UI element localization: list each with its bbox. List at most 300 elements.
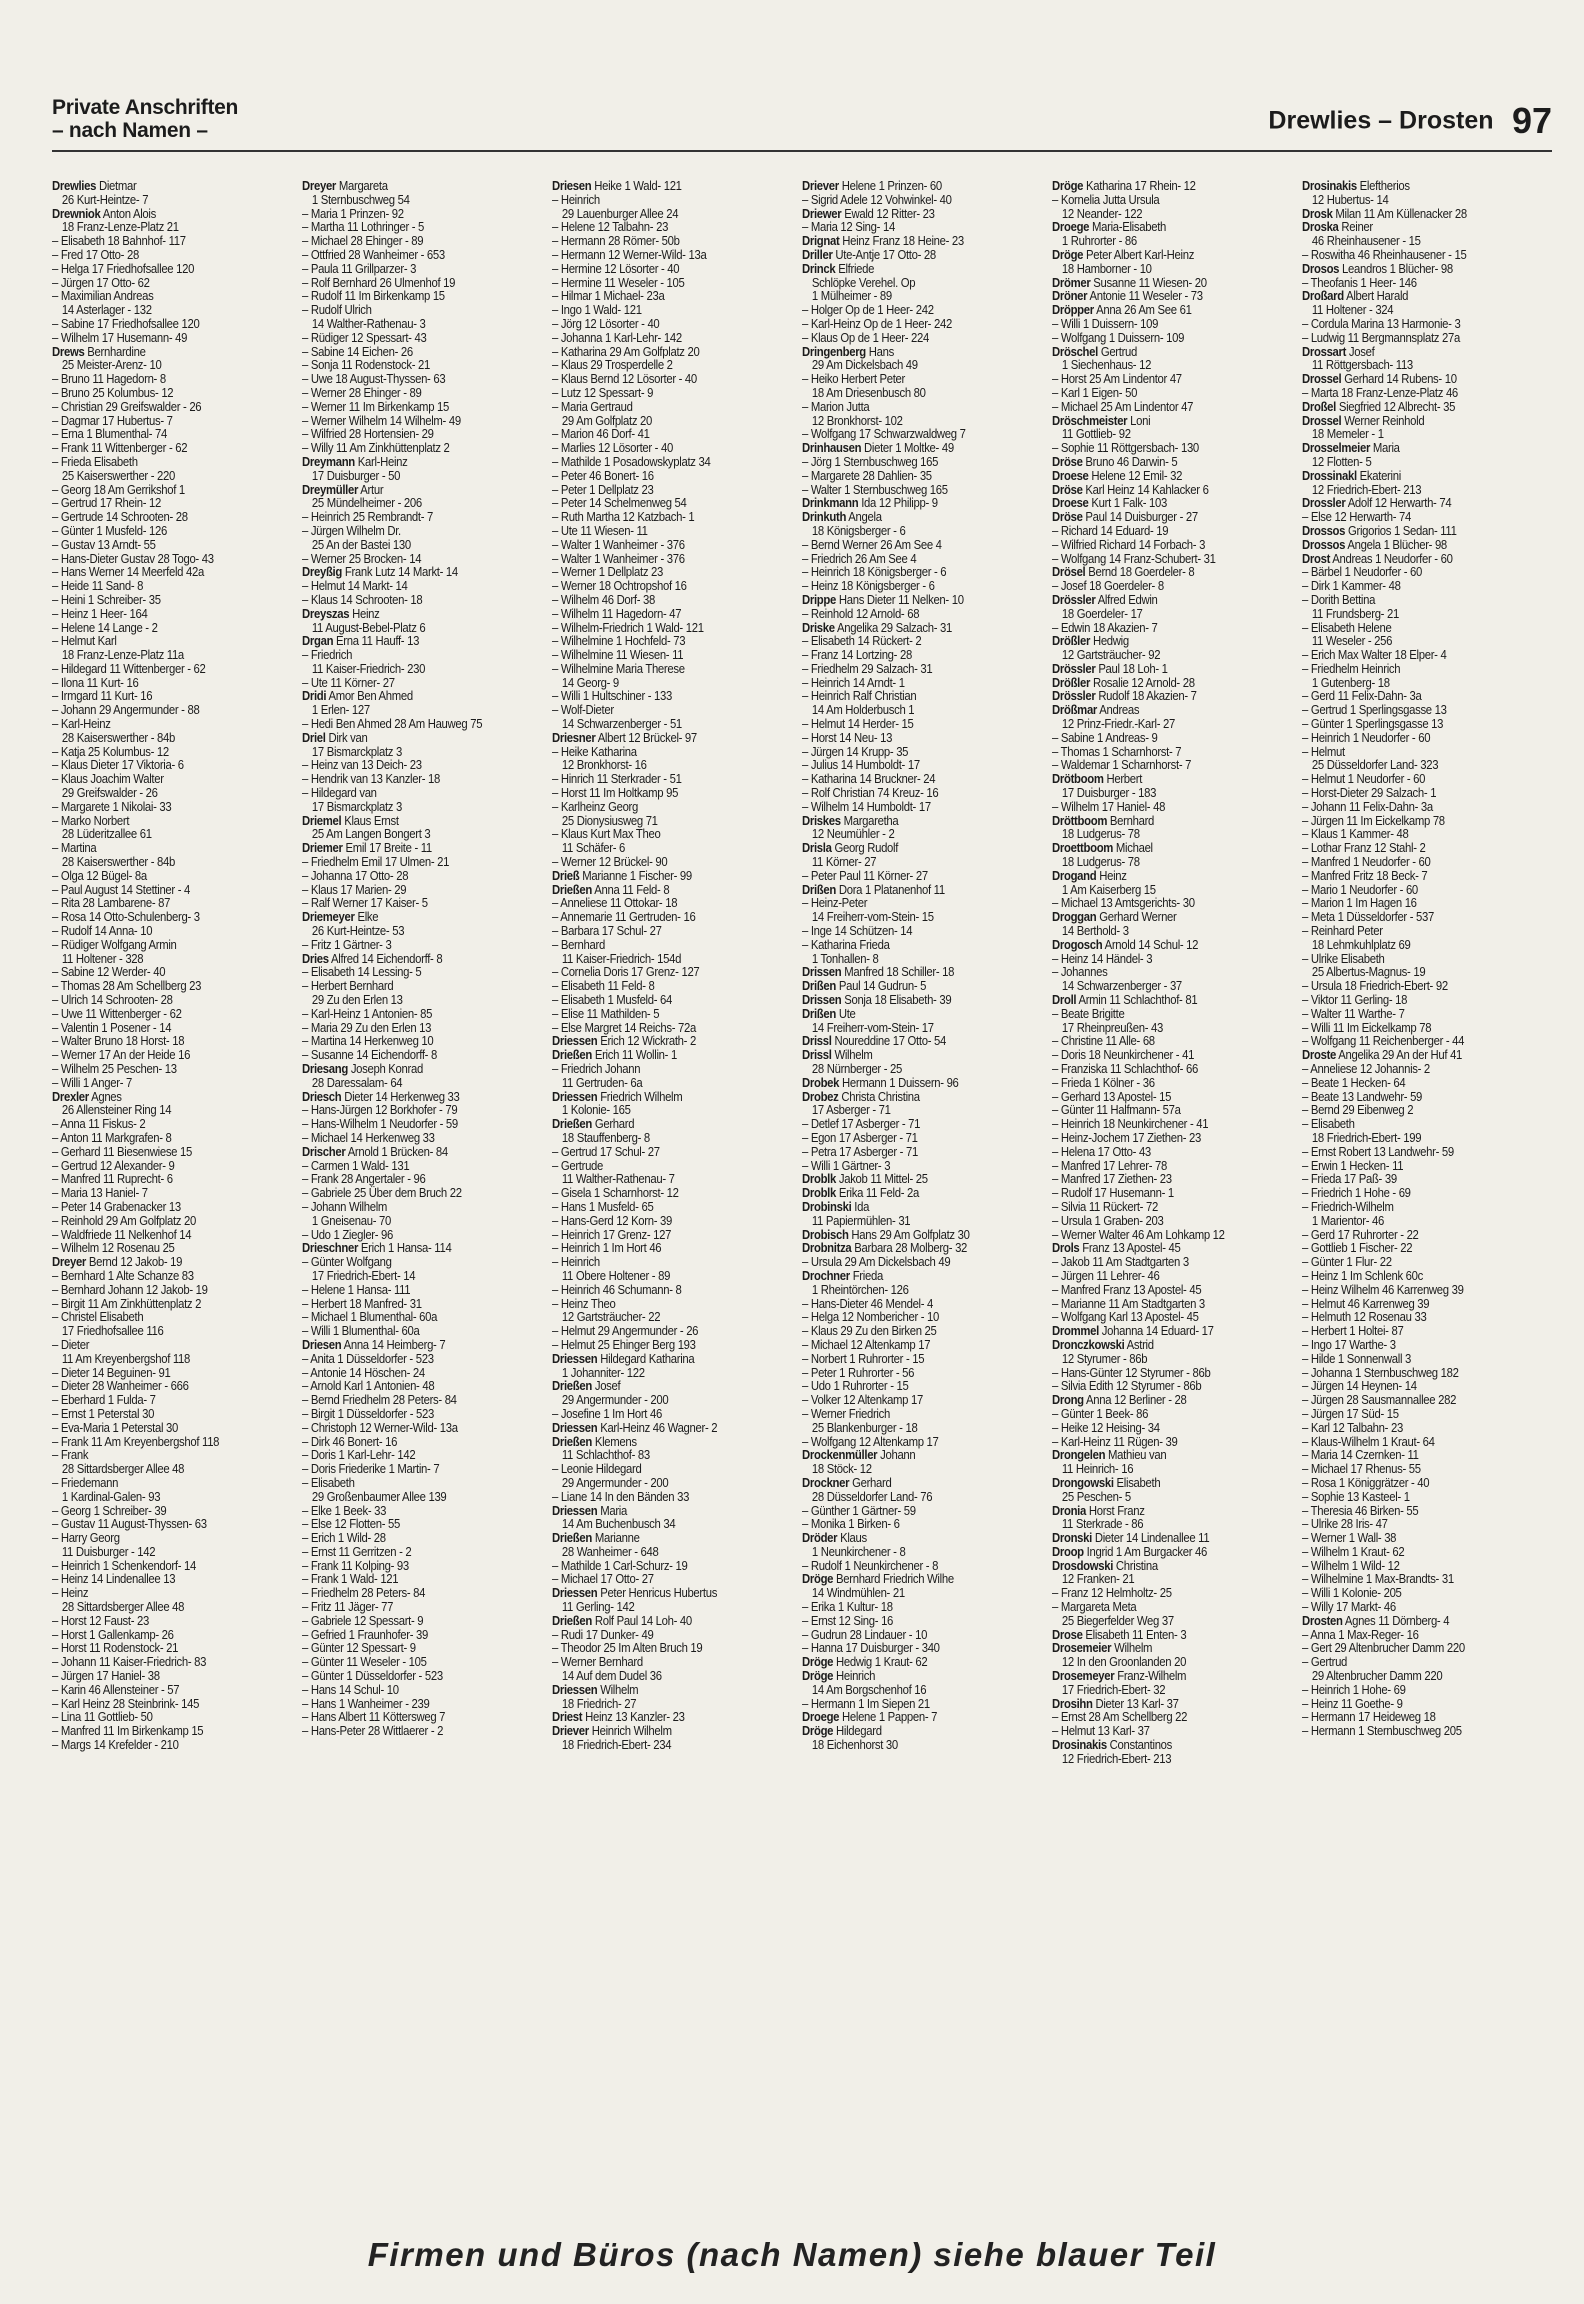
directory-entry: 12 Gartsträucher- 22 <box>561 1310 661 1325</box>
directory-entry: – Frieda 1 Kölner - 36 <box>1052 1075 1155 1090</box>
directory-entry: Driskes Margaretha <box>802 813 899 828</box>
directory-entry: – Volker 12 Altenkamp 17 <box>802 1393 923 1408</box>
directory-entry: – Detlef 17 Asberger - 71 <box>802 1117 921 1132</box>
directory-entry: Dröpper Anna 26 Am See 61 <box>1052 303 1192 318</box>
directory-entry: 1 Tonhallen- 8 <box>811 951 879 966</box>
directory-entry: Drießen Anna 11 Feld- 8 <box>552 882 670 897</box>
directory-entry: Drose Elisabeth 11 Enten- 3 <box>1052 1627 1187 1642</box>
directory-entry: – Wolfgang 17 Schwarzwaldweg 7 <box>802 427 966 442</box>
directory-entry: – Hilde 1 Sonnenwall 3 <box>1302 1351 1412 1366</box>
directory-entry: 1 Rheintörchen- 126 <box>811 1282 909 1297</box>
directory-entry: 11 Röttgersbach- 113 <box>1311 358 1413 373</box>
directory-entry: Drommel Johanna 14 Eduard- 17 <box>1052 1324 1214 1339</box>
surname: Drössler <box>1052 689 1096 704</box>
directory-entry: – Klaus Bernd 12 Lösorter - 40 <box>552 372 697 387</box>
directory-entry: – Wilhelm 14 Humboldt- 17 <box>802 799 931 814</box>
directory-entry: – Martina 14 Herkenweg 10 <box>302 1034 434 1049</box>
directory-entry: – Heini 1 Schreiber- 35 <box>52 592 161 607</box>
directory-entry: 11 Frundsberg- 21 <box>1311 606 1399 621</box>
directory-entry: – Karl-Heinz Op de 1 Heer- 242 <box>802 316 952 331</box>
directory-entry: – Bernd 29 Eibenweg 2 <box>1302 1103 1414 1118</box>
directory-entry: – Marion Jutta <box>802 399 870 414</box>
directory-entry: – Gertrud <box>1302 1655 1348 1670</box>
directory-entry: – Karl-Heinz 11 Rügen- 39 <box>1052 1434 1178 1449</box>
directory-entry: – Werner 1 Wall- 38 <box>1302 1531 1397 1546</box>
surname: Driewer <box>802 206 842 221</box>
directory-entry: Drossinakl Ekaterini <box>1302 468 1401 483</box>
surname: Driessen <box>552 1034 598 1049</box>
surname: Drogand <box>1052 868 1097 883</box>
directory-entry: – Else 12 Herwarth- 74 <box>1302 510 1411 525</box>
directory-entry: – Ernst 28 Am Schellberg 22 <box>1052 1710 1188 1725</box>
directory-entry: – Hermine 12 Lösorter - 40 <box>552 261 680 276</box>
directory-entry: – Bärbel 1 Neudorfer - 60 <box>1302 565 1423 580</box>
surname: Driesen <box>552 180 592 193</box>
directory-entry: Schlöpke Verehel. Op <box>811 275 916 290</box>
directory-entry: Driessen Maria <box>552 1503 627 1518</box>
directory-entry: 12 Styrumer - 86b <box>1061 1351 1148 1366</box>
surname: Driever <box>552 1724 589 1739</box>
surname: Droese <box>1052 496 1089 511</box>
surname: Drossler <box>1302 496 1346 511</box>
directory-entry: – Peter Paul 11 Körner- 27 <box>802 868 928 883</box>
directory-entry: – Friedrich Johann <box>552 1062 641 1076</box>
directory-entry: 28 Kaiserswerther - 84b <box>61 730 175 745</box>
surname: Driske <box>802 620 835 635</box>
directory-entry: 17 Friedrich-Ebert- 14 <box>311 1268 416 1283</box>
directory-entry: – Gertrud 1 Sperlingsgasse 13 <box>1302 703 1447 718</box>
surname: Droll <box>1052 993 1077 1008</box>
directory-entry: 14 Freiherr-vom-Stein- 17 <box>811 1020 934 1035</box>
surname: Droste <box>1302 1048 1337 1063</box>
surname: Dröschel <box>1052 344 1098 359</box>
directory-entry: – Horst 1 Gallenkamp- 26 <box>52 1627 174 1642</box>
directory-entry: – Ludwig 11 Bergmannsplatz 27a <box>1302 330 1460 345</box>
surname: Driessen <box>552 1682 598 1697</box>
directory-entry: – Helena 17 Otto- 43 <box>1052 1144 1151 1159</box>
directory-entry: – Reinhold 12 Arnold- 68 <box>802 606 920 621</box>
directory-entry: – Willi 1 Gärtner- 3 <box>802 1158 891 1173</box>
directory-entry: – Günter 1 Flur- 22 <box>1302 1255 1392 1270</box>
directory-entry: – Herbert 1 Holtei- 87 <box>1302 1324 1404 1339</box>
directory-entry: Drobez Christa Christina <box>802 1089 920 1104</box>
directory-entry: 12 Bronkhorst- 102 <box>811 413 903 428</box>
directory-entry: – Dirk 46 Bonert- 16 <box>302 1434 398 1449</box>
directory-entry: – Maria 13 Haniel- 7 <box>52 1186 148 1201</box>
surname: Dreyer <box>52 1255 87 1270</box>
directory-entry: – Rosa 1 Königgrätzer - 40 <box>1302 1475 1430 1490</box>
directory-entry: 1 Kolonie- 165 <box>561 1103 631 1118</box>
surname: Drosemeier <box>1052 1641 1112 1656</box>
directory-entry: – Heike Katharina <box>552 744 637 759</box>
directory-entry: – Gabriele 25 Über dem Bruch 22 <box>302 1186 462 1201</box>
directory-entry: 29 Greifswalder - 26 <box>61 786 158 801</box>
surname: Driest <box>552 1710 583 1725</box>
directory-entry: Drongelen Mathieu van <box>1052 1448 1167 1463</box>
directory-entry: – Hilmar 1 Michael- 23a <box>552 289 665 304</box>
directory-entry: – Heinrich 17 Grenz- 127 <box>552 1227 672 1242</box>
directory-entry: – Liane 14 In den Bänden 33 <box>552 1489 690 1504</box>
directory-entry: Driessen Erich 12 Wickrath- 2 <box>552 1034 696 1049</box>
directory-entry: – Wilhelm 1 Wild- 12 <box>1302 1558 1400 1573</box>
directory-entry: – Jürgen 14 Heynen- 14 <box>1302 1379 1417 1394</box>
directory-entry: – Heinrich 25 Rembrandt- 7 <box>302 510 434 525</box>
directory-entry: – Walter 1 Sternbuschweg 165 <box>802 482 948 497</box>
surname: Drobek <box>802 1075 840 1090</box>
directory-entry: Dröge Hedwig 1 Kraut- 62 <box>802 1655 928 1670</box>
surname: Drißen <box>802 979 837 994</box>
directory-entry: – Friedhelm Emil 17 Ulmen- 21 <box>302 855 450 870</box>
directory-entry: Droege Helene 1 Pappen- 7 <box>802 1710 938 1725</box>
directory-entry: – Beate 13 Landwehr- 59 <box>1302 1089 1423 1104</box>
directory-entry: – Ralf Werner 17 Kaiser- 5 <box>302 896 428 911</box>
directory-entry: – Walter 1 Wanheimer - 376 <box>552 537 685 552</box>
directory-column <box>52 180 296 2210</box>
directory-entry: Drosemeier Wilhelm <box>1052 1641 1153 1656</box>
directory-entry: – Frank <box>52 1448 89 1463</box>
surname: Drissl <box>802 1048 832 1063</box>
surname: Droblk <box>802 1172 837 1187</box>
directory-entry: – Bernhard <box>552 937 605 952</box>
directory-entry: – Erich 1 Wild- 28 <box>302 1531 386 1546</box>
directory-entry: – Wilhelm 17 Husemann- 49 <box>52 330 188 345</box>
directory-entry: – Gertrud 17 Schul- 27 <box>552 1144 660 1159</box>
directory-entry: – Hendrik van 13 Kanzler- 18 <box>302 772 440 787</box>
directory-entry: – Helmut Karl <box>52 634 117 649</box>
directory-entry: Dreyßig Frank Lutz 14 Markt- 14 <box>302 565 458 580</box>
directory-entry: – Julius 14 Humboldt- 17 <box>802 758 920 773</box>
directory-entry: Dröge Heinrich <box>802 1669 876 1684</box>
directory-entry: – Friedhelm 28 Peters- 84 <box>302 1586 426 1601</box>
directory-entry: – Johanna 1 Sternbuschweg 182 <box>1302 1365 1459 1380</box>
directory-entry: 1 Neunkirchener - 8 <box>811 1544 906 1559</box>
directory-entry: – Wolfgang 14 Franz-Schubert- 31 <box>1052 551 1216 566</box>
directory-entry: 17 Friedhofsallee 116 <box>61 1324 164 1339</box>
directory-entry: – Bruno 25 Kolumbus- 12 <box>52 385 174 400</box>
directory-entry: – Gottlieb 1 Fischer- 22 <box>1302 1241 1413 1256</box>
directory-entry: – Hermine 11 Weseler - 105 <box>552 275 685 290</box>
directory-entry: – Klaus-Wilhelm 1 Kraut- 64 <box>1302 1434 1435 1449</box>
directory-entry: – Willi 1 Anger- 7 <box>52 1075 133 1090</box>
directory-entry: – Manfred 17 Lehrer- 78 <box>1052 1158 1167 1173</box>
directory-entry: – Kornelia Jutta Ursula <box>1052 192 1160 207</box>
directory-entry: – Georg 1 Schreiber- 39 <box>52 1503 167 1518</box>
directory-entry: – Werner Friedrich <box>802 1406 890 1421</box>
directory-entry: 11 Kaiser-Friedrich- 230 <box>311 661 426 676</box>
directory-entry: 1 Am Kaiserberg 15 <box>1061 882 1156 897</box>
surname: Drews <box>52 344 85 359</box>
directory-entry: – Maria 29 Zu den Erlen 13 <box>302 1020 432 1035</box>
directory-entry: – Dirk 1 Kammer- 48 <box>1302 579 1401 594</box>
directory-entry: Drössler Paul 18 Loh- 1 <box>1052 661 1168 676</box>
directory-entry: – Klaus 14 Schrooten- 18 <box>302 592 423 607</box>
directory-entry: – Heinz 1 Heer- 164 <box>52 606 148 621</box>
surname: Droettboom <box>1052 841 1114 856</box>
directory-entry: 46 Rheinhausener - 15 <box>1311 234 1421 249</box>
directory-entry: – Richard 14 Eduard- 19 <box>1052 523 1169 538</box>
directory-entry: 1 Johanniter- 122 <box>561 1365 645 1380</box>
directory-entry: Drißen Dora 1 Platanenhof 11 <box>802 882 945 897</box>
surname: Dreymüller <box>302 482 359 497</box>
directory-entry: – Ingo 17 Warthe- 3 <box>1302 1337 1396 1352</box>
directory-entry: – Wolfgang Karl 13 Apostel- 45 <box>1052 1310 1199 1325</box>
directory-entry: – Beate 1 Hecken- 64 <box>1302 1075 1406 1090</box>
directory-entry: – Jürgen 14 Krupp- 35 <box>802 744 909 759</box>
directory-entry: – Rudolf 11 Im Birkenkamp 15 <box>302 289 445 304</box>
surname: Drissl <box>802 1034 832 1049</box>
directory-entry: 1 Gutenberg- 18 <box>1311 675 1390 690</box>
directory-entry: – Elisabeth 11 Feld- 8 <box>552 979 655 994</box>
surname: Drosten <box>1302 1613 1343 1628</box>
directory-entry: – Gustav 13 Arndt- 55 <box>52 537 156 552</box>
directory-entry: – Udo 1 Ziegler- 96 <box>302 1227 394 1242</box>
directory-entry: – Gerhard 11 Biesenwiese 15 <box>52 1144 192 1159</box>
surname: Drischer <box>302 1144 346 1159</box>
directory-entry: – Ruth Martha 12 Katzbach- 1 <box>552 510 695 525</box>
directory-entry: – Sophie 11 Röttgersbach- 130 <box>1052 441 1199 456</box>
directory-entry: – Frank 11 Kolping- 93 <box>302 1558 409 1573</box>
directory-entry: 12 Neumühler - 2 <box>811 827 895 842</box>
surname: Droege <box>1052 220 1090 235</box>
directory-entry: – Doris 1 Karl-Lehr- 142 <box>302 1448 416 1463</box>
directory-entry: – Thomas 28 Am Schellberg 23 <box>52 979 202 994</box>
directory-entry: – Marion 46 Dorf- 41 <box>552 427 650 442</box>
directory-entry: 18 Franz-Lenze-Platz 11a <box>61 648 184 663</box>
surname: Drossos <box>1302 523 1346 538</box>
directory-entry: – Ute 11 Körner- 27 <box>302 675 395 690</box>
directory-entry: – Birgit 11 Am Zinkhüttenplatz 2 <box>52 1296 202 1311</box>
directory-entry: – Maria 12 Sing- 14 <box>802 220 895 235</box>
directory-entry: Droska Reiner <box>1302 220 1373 235</box>
directory-entry: – Hildegard 11 Wittenberger - 62 <box>52 661 206 676</box>
directory-entry: Droblk Jakob 11 Mittel- 25 <box>802 1172 928 1187</box>
directory-entry: – Michael 25 Am Lindentor 47 <box>1052 399 1194 414</box>
directory-entry: 18 Goerdeler- 17 <box>1061 606 1143 621</box>
directory-entry: – Werner 1 Dellplatz 23 <box>552 565 663 580</box>
directory-entry: 11 Körner- 27 <box>811 855 877 870</box>
directory-entry: – Margs 14 Krefelder - 210 <box>52 1738 179 1753</box>
surname: Dröge <box>802 1655 834 1670</box>
directory-entry: Drosihn Dieter 13 Karl- 37 <box>1052 1696 1179 1711</box>
directory-entry: 14 Freiherr-vom-Stein- 15 <box>811 910 934 925</box>
directory-entry: – Mathilde 1 Carl-Schurz- 19 <box>552 1558 688 1573</box>
surname: Driessen <box>552 1089 598 1104</box>
directory-entry: 12 Bronkhorst- 16 <box>561 758 647 773</box>
directory-entry: Drießen Gerhard <box>552 1117 635 1132</box>
directory-entry: 17 Rheinpreußen- 43 <box>1061 1020 1164 1035</box>
surname: Driever <box>802 180 839 193</box>
directory-entry: 12 Prinz-Friedr.-Karl- 27 <box>1061 717 1175 732</box>
directory-entry: – Heinz-Peter <box>802 896 868 911</box>
directory-entry: – Paula 11 Grillparzer- 3 <box>302 261 417 276</box>
directory-entry: 11 Sterkrade - 86 <box>1061 1517 1144 1532</box>
directory-entry: – Ernst 12 Sing- 16 <box>802 1613 894 1628</box>
directory-entry: – Horst 11 Im Holtkamp 95 <box>552 786 679 801</box>
directory-entry: – Karl 12 Talbahn- 23 <box>1302 1420 1403 1435</box>
directory-entry: – Wolfgang 11 Reichenberger - 44 <box>1302 1034 1465 1049</box>
directory-entry: – Ursula 18 Friedrich-Ebert- 92 <box>1302 979 1448 994</box>
directory-entry: 18 Eichenhorst 30 <box>811 1738 898 1753</box>
directory-entry: – Johannes <box>1052 965 1108 980</box>
directory-entry: 11 Gerling- 142 <box>561 1600 635 1615</box>
directory-entry: Dröse Paul 14 Duisburger - 27 <box>1052 510 1198 525</box>
directory-entry: 25 Albertus-Magnus- 19 <box>1311 965 1426 980</box>
directory-entry: – Dieter 14 Beguinen- 91 <box>52 1365 171 1380</box>
directory-entry: Drößmar Andreas <box>1052 703 1140 718</box>
directory-entry: – Peter 46 Bonert- 16 <box>552 468 654 483</box>
surname: Droblk <box>802 1186 837 1201</box>
directory-entry: – Manfred 11 Ruprecht- 6 <box>52 1172 173 1187</box>
directory-entry: – Walter Bruno 18 Horst- 18 <box>52 1034 185 1049</box>
surname: Drinck <box>802 261 836 276</box>
directory-entry: – Jürgen 28 Sausmannallee 282 <box>1302 1393 1457 1408</box>
directory-entry: Drobinski Ida <box>802 1199 870 1214</box>
directory-entry: 18 Königsberger - 6 <box>811 523 906 538</box>
directory-entry: 11 Am Kreyenbergshof 118 <box>61 1351 191 1366</box>
directory-entry: – Gertrude <box>552 1158 604 1173</box>
directory-entry: – Hermann 28 Römer- 50b <box>552 234 680 249</box>
directory-entry: – Hans-Gerd 12 Korn- 39 <box>552 1213 673 1228</box>
directory-entry: Dreyszas Heinz <box>302 606 380 621</box>
directory-entry: 14 Am Borgschenhof 16 <box>811 1682 927 1697</box>
directory-entry: Droese Kurt 1 Falk- 103 <box>1052 496 1167 511</box>
directory-entry: 25 Biegerfelder Weg 37 <box>1061 1613 1174 1628</box>
surname: Droßard <box>1302 289 1344 304</box>
directory-entry: 25 Meister-Arenz- 10 <box>61 358 162 373</box>
directory-entry: Drötboom Herbert <box>1052 772 1143 787</box>
directory-entry: Drosselmeier Maria <box>1302 441 1400 456</box>
surname: Drösel <box>1052 565 1086 580</box>
directory-column <box>302 180 546 2210</box>
directory-entry: Drießen Josef <box>552 1379 621 1394</box>
directory-entry: 1 Sternbuschweg 54 <box>311 192 410 207</box>
surname: Dronski <box>1052 1531 1093 1546</box>
surname: Drogosch <box>1052 937 1103 952</box>
directory-entry: Driel Dirk van <box>302 730 368 745</box>
surname: Driesner <box>552 730 596 745</box>
directory-entry: – Gert 29 Altenbrucher Damm 220 <box>1302 1641 1465 1656</box>
directory-entry: – Marlies 12 Lösorter - 40 <box>552 441 673 456</box>
surname: Drießen <box>552 1613 593 1628</box>
directory-entry: Dröschel Gertrud <box>1052 344 1138 359</box>
directory-entry: – Friedrich 1 Hohe - 69 <box>1302 1186 1411 1201</box>
directory-entry: – Helmut 14 Herder- 15 <box>802 717 914 732</box>
directory-entry: Drgan Erna 11 Hauff- 13 <box>302 634 420 649</box>
directory-entry: Drißen Ute <box>802 1006 856 1021</box>
directory-entry: – Helmut 29 Angermunder - 26 <box>552 1324 699 1339</box>
directory-entry: Drießen Klemens <box>552 1434 637 1449</box>
directory-entry: – Valentin 1 Posener - 14 <box>52 1020 172 1035</box>
directory-entry: – Günter 12 Spessart- 9 <box>302 1641 416 1656</box>
directory-entry: Driessen Friedrich Wilhelm <box>552 1089 683 1104</box>
directory-entry: – Günter 1 Sperlingsgasse 13 <box>1302 717 1444 732</box>
directory-entry: – Anna 11 Fiskus- 2 <box>52 1117 146 1132</box>
directory-entry: Droßard Albert Harald <box>1302 289 1409 304</box>
surname: Dröge <box>1052 247 1084 262</box>
directory-entry: Droll Armin 11 Schlachthof- 81 <box>1052 993 1198 1008</box>
surname: Drieß <box>552 868 580 883</box>
directory-entry: – Wolf-Dieter <box>552 703 614 718</box>
directory-entry: 12 In den Groonlanden 20 <box>1061 1655 1187 1670</box>
directory-entry: Drexler Agnes <box>52 1089 122 1104</box>
directory-entry: – Petra 17 Asberger - 71 <box>802 1144 918 1159</box>
directory-entry: – Wolfgang 12 Altenkamp 17 <box>802 1434 939 1449</box>
directory-entry: – Udo 1 Ruhrorter - 15 <box>802 1379 909 1394</box>
directory-entry: – Werner Bernhard <box>552 1655 643 1670</box>
directory-entry: – Heinrich Ralf Christian <box>802 689 917 704</box>
directory-entry: – Lina 11 Gottlieb- 50 <box>52 1710 153 1725</box>
directory-entry: – Frank 11 Wittenberger - 62 <box>52 441 188 456</box>
directory-entry: – Heinz 1 Im Schlenk 60c <box>1302 1268 1423 1283</box>
directory-entry: 11 Weseler - 256 <box>1311 634 1393 649</box>
directory-entry: 11 Heinrich- 16 <box>1061 1462 1134 1477</box>
surname: Drockner <box>802 1475 850 1490</box>
directory-entry: – Sabine 12 Werder- 40 <box>52 965 166 980</box>
directory-entry: – Jörg 12 Lösorter - 40 <box>552 316 660 331</box>
directory-entry: 11 Schlachthof- 83 <box>561 1448 650 1463</box>
directory-entry: – Ilona 11 Kurt- 16 <box>52 675 139 690</box>
directory-entry: – Gerhard 13 Apostel- 15 <box>1052 1089 1172 1104</box>
directory-entry: – Eva-Maria 1 Peterstal 30 <box>52 1420 178 1435</box>
directory-entry: Drockner Gerhard <box>802 1475 892 1490</box>
directory-entry: 28 Sittardsberger Allee 48 <box>61 1600 185 1615</box>
directory-entry: – Hermann 17 Heideweg 18 <box>1302 1710 1436 1725</box>
directory-entry: 18 Friedrich-Ebert- 234 <box>561 1738 672 1753</box>
directory-entry: 11 Papiermühlen- 31 <box>811 1213 911 1228</box>
directory-entry: – Heinrich 1 Schenkendorf- 14 <box>52 1558 196 1573</box>
directory-entry: – Ottfried 28 Wanheimer - 653 <box>302 247 445 262</box>
directory-entry: 18 Lehmkuhlplatz 69 <box>1311 937 1411 952</box>
directory-entry: – Elisabeth <box>1302 1117 1355 1132</box>
directory-entry: Drosinakis Constantinos <box>1052 1738 1173 1753</box>
directory-entry: Dridi Amor Ben Ahmed <box>302 689 413 704</box>
directory-entry: – Silvia 11 Rückert- 72 <box>1052 1199 1158 1214</box>
directory-entry: – Werner 18 Ochtropshof 16 <box>552 579 687 594</box>
directory-entry: – Elisabeth 14 Rückert- 2 <box>802 634 922 649</box>
directory-entry: – Hanna 17 Duisburger - 340 <box>802 1641 940 1656</box>
surname: Dreyßig <box>302 565 343 580</box>
directory-entry: Driller Ute-Antje 17 Otto- 28 <box>802 247 936 262</box>
directory-entry: – Heinrich 18 Königsberger - 6 <box>802 565 947 580</box>
directory-entry: – Werner 17 An der Heide 16 <box>52 1048 191 1063</box>
name-range: Drewlies – Drosten <box>1268 106 1494 135</box>
header-rule <box>52 150 1552 152</box>
directory-entry: Driesang Joseph Konrad <box>302 1062 423 1076</box>
directory-entry: – Barbara 17 Schul- 27 <box>552 924 662 939</box>
directory-entry: Drisla Georg Rudolf <box>802 841 899 856</box>
directory-entry: – Friedemann <box>52 1475 119 1490</box>
directory-entry: Drössler Alfred Edwin <box>1052 592 1158 607</box>
directory-entry: – Franz 14 Lortzing- 28 <box>802 648 912 663</box>
directory-entry: Driske Angelika 29 Salzach- 31 <box>802 620 952 635</box>
directory-entry: – Else 12 Flotten- 55 <box>302 1517 400 1532</box>
surname: Dröschmeister <box>1052 413 1128 428</box>
directory-entry: – Günter 1 Beek- 86 <box>1052 1406 1149 1421</box>
directory-entry: 11 Obere Holtener - 89 <box>561 1268 671 1283</box>
directory-entry: Dreymüller Artur <box>302 482 384 497</box>
directory-entry: – Ursula 29 Am Dickelsbach 49 <box>802 1255 951 1270</box>
surname: Driesang <box>302 1062 348 1076</box>
directory-entry: – Klaus 17 Marien- 29 <box>302 882 407 897</box>
surname: Drießen <box>552 882 593 897</box>
surname: Drossos <box>1302 537 1346 552</box>
directory-entry: – Paul August 14 Stettiner - 4 <box>52 882 190 897</box>
directory-entry: Drießen Rolf Paul 14 Loh- 40 <box>552 1613 692 1628</box>
directory-entry: – Sigrid Adele 12 Vohwinkel- 40 <box>802 192 952 207</box>
directory-entry: 12 Hubertus- 14 <box>1311 192 1389 207</box>
directory-entry: 1 Erlen- 127 <box>311 703 370 718</box>
directory-entry: – Wilhelm 25 Peschen- 13 <box>52 1062 177 1076</box>
